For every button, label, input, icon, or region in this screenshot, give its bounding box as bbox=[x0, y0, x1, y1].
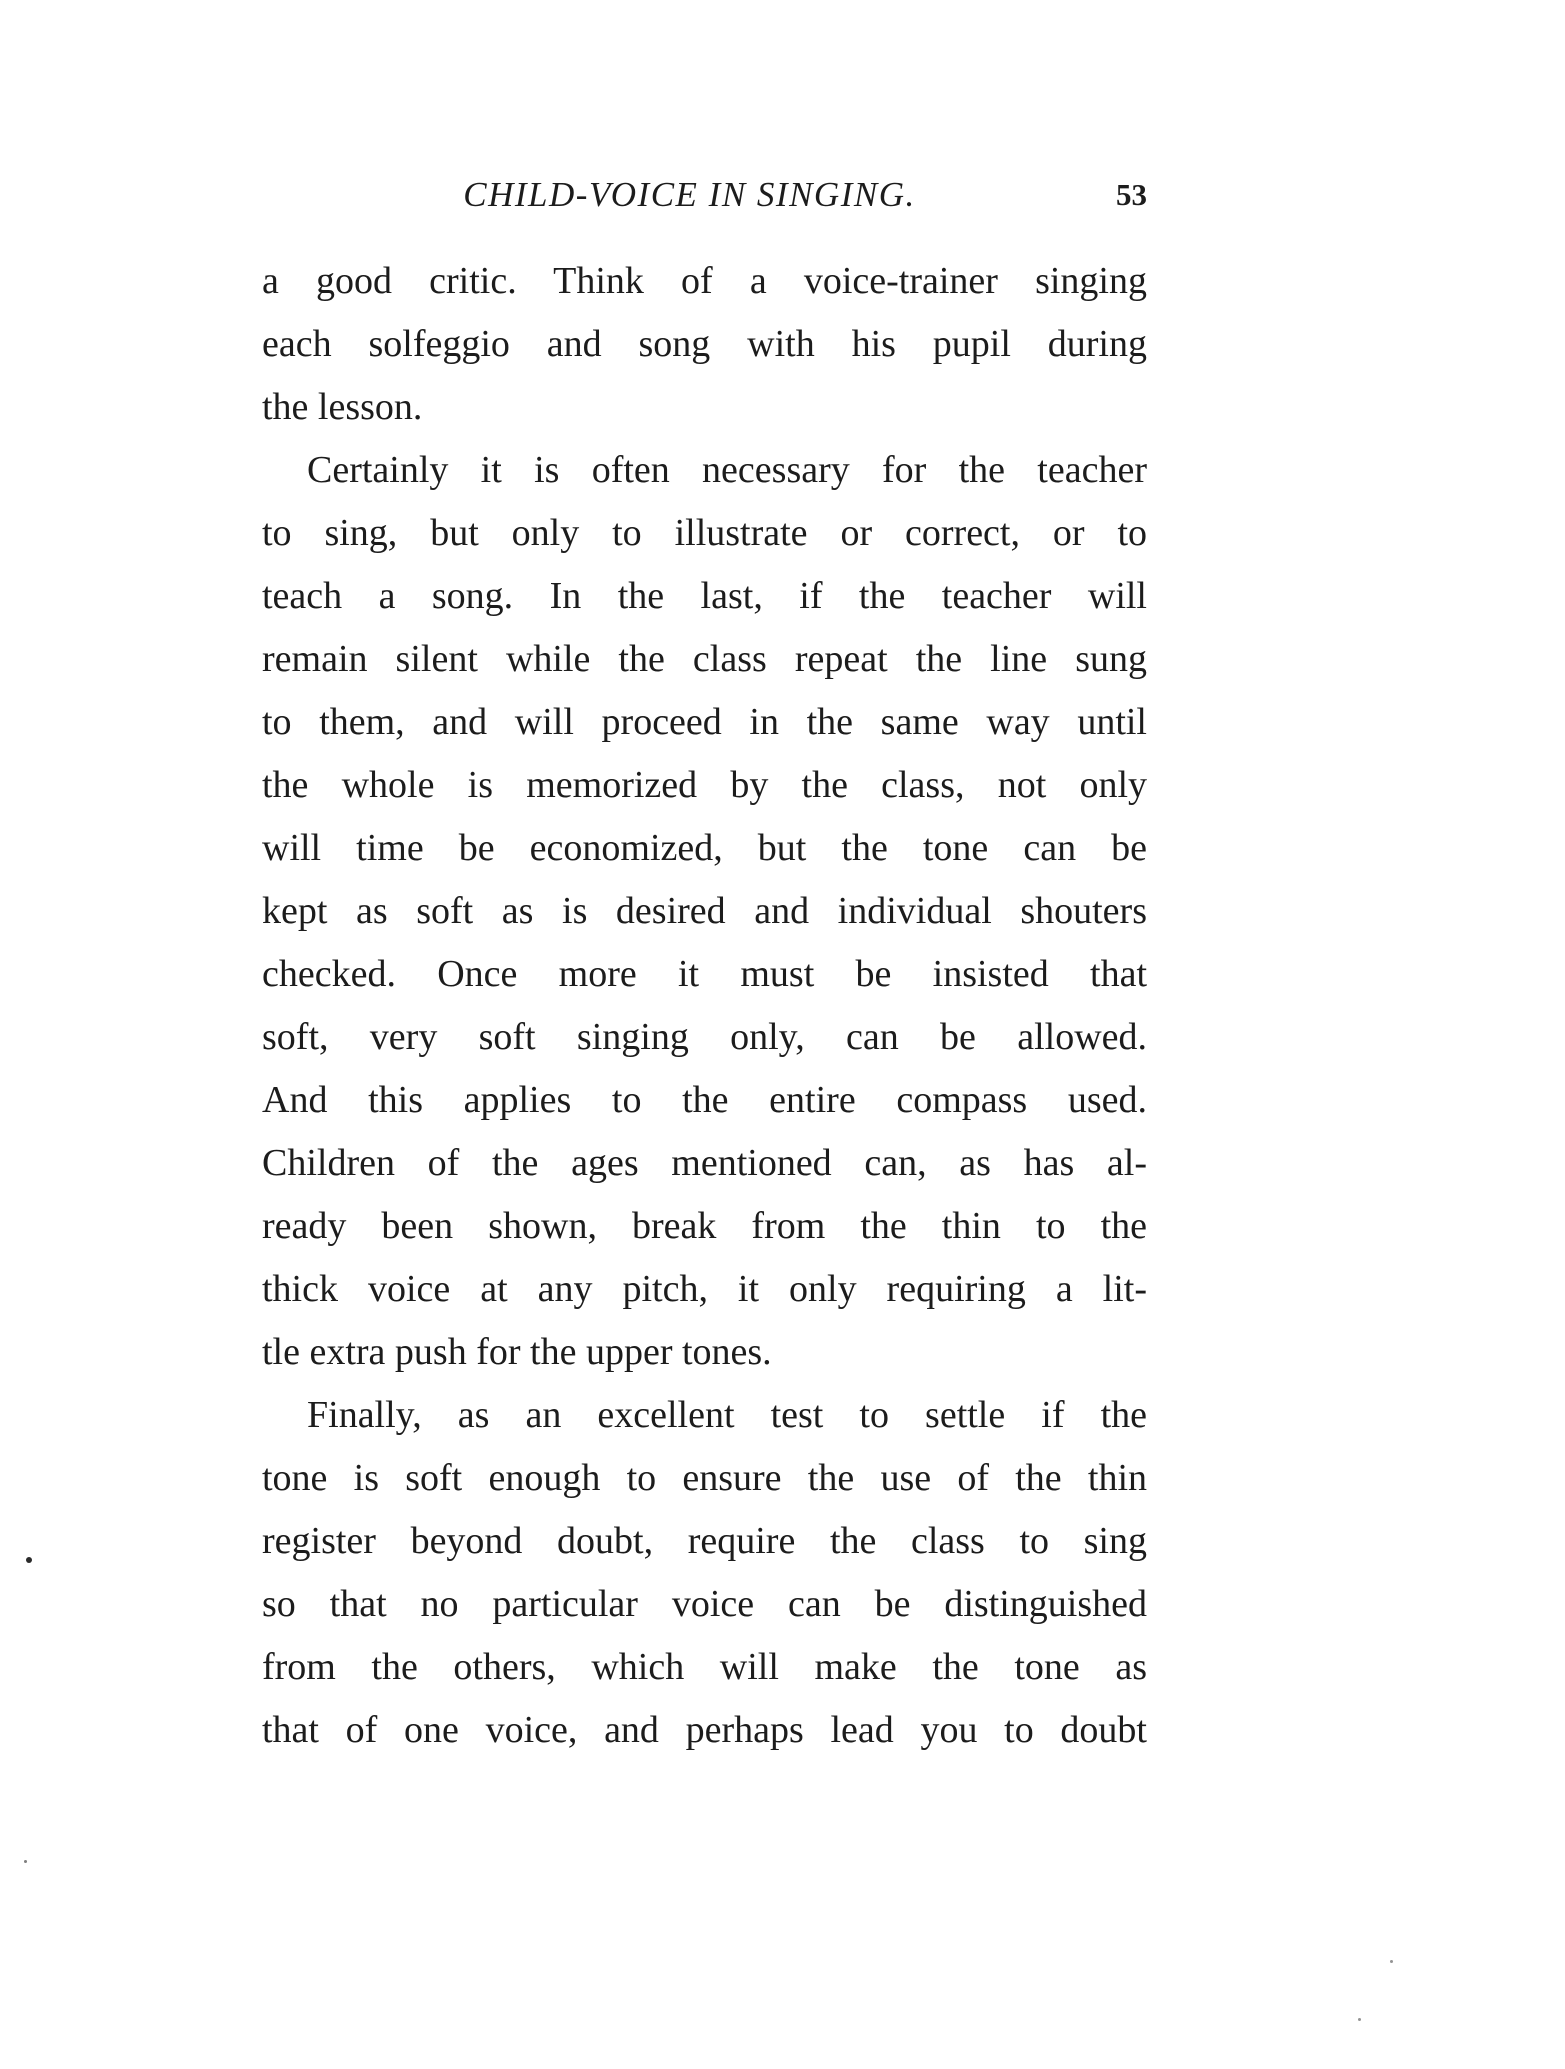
text-line: will time be economized, but the tone can be bbox=[262, 827, 1147, 869]
text-line: And this applies to the entire compass used. bbox=[262, 1079, 1147, 1121]
paragraph-2 bbox=[262, 439, 1147, 1384]
text-line: soft, very soft singing only, can be allowed. bbox=[262, 1016, 1147, 1058]
text-line: Finally, as an excellent test to settle if the bbox=[307, 1394, 1147, 1436]
paragraph-1 bbox=[262, 250, 1147, 439]
text-line: a good critic. Think of a voice-trainer singing bbox=[262, 260, 1147, 302]
text-line: that of one voice, and perhaps lead you to doubt bbox=[262, 1709, 1147, 1751]
body-text bbox=[262, 250, 1147, 1762]
scan-speck bbox=[1358, 2018, 1361, 2021]
text-line: the lesson. bbox=[262, 386, 423, 428]
scan-speck bbox=[1390, 1960, 1393, 1963]
text-line: kept as soft as is desired and individual shouters bbox=[262, 890, 1147, 932]
text-line: each solfeggio and song with his pupil during bbox=[262, 323, 1147, 365]
text-line: to sing, but only to illustrate or correct, or to bbox=[262, 512, 1147, 554]
text-line: Children of the ages mentioned can, as has al- bbox=[262, 1142, 1147, 1184]
text-line: from the others, which will make the tone as bbox=[262, 1646, 1147, 1688]
text-line: tle extra push for the upper tones. bbox=[262, 1331, 772, 1373]
text-line: remain silent while the class repeat the line sung bbox=[262, 638, 1147, 680]
page-number: 53 bbox=[1116, 177, 1147, 212]
text-line: Certainly it is often necessary for the teacher bbox=[307, 449, 1147, 491]
text-line: so that no particular voice can be distinguished bbox=[262, 1583, 1147, 1625]
text-line: ready been shown, break from the thin to the bbox=[262, 1205, 1147, 1247]
scan-speck bbox=[24, 1860, 27, 1863]
text-line: the whole is memorized by the class, not only bbox=[262, 764, 1147, 806]
text-line: register beyond doubt, require the class to sing bbox=[262, 1520, 1147, 1562]
text-line: checked. Once more it must be insisted that bbox=[262, 953, 1147, 995]
text-line: teach a song. In the last, if the teacher will bbox=[262, 575, 1147, 617]
text-line: tone is soft enough to ensure the use of the thin bbox=[262, 1457, 1147, 1499]
text-line: thick voice at any pitch, it only requiring a lit- bbox=[262, 1268, 1147, 1310]
running-head bbox=[262, 170, 1147, 220]
scan-speck bbox=[26, 1557, 32, 1563]
text-line: to them, and will proceed in the same way until bbox=[262, 701, 1147, 743]
running-title: CHILD-VOICE IN SINGING. bbox=[463, 175, 916, 214]
paragraph-3 bbox=[262, 1384, 1147, 1762]
